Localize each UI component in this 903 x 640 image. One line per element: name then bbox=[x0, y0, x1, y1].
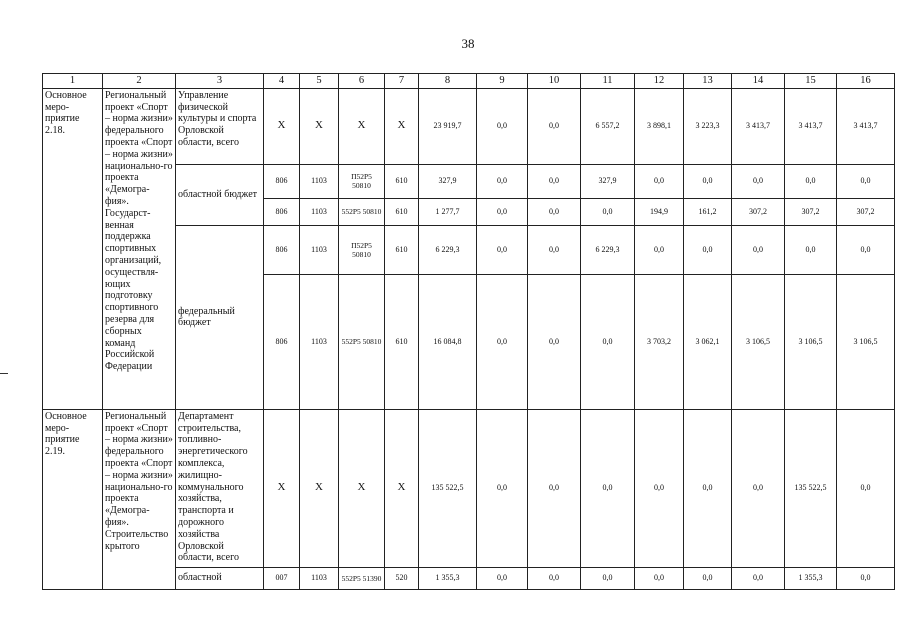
col-header: 7 bbox=[385, 74, 419, 89]
cell: 1 355,3 bbox=[419, 567, 477, 589]
cell: 0,0 bbox=[477, 409, 528, 567]
executor-cell: Управление физической культуры и спорта Орловской области, всего bbox=[176, 88, 264, 164]
cell: 1103 bbox=[300, 274, 339, 409]
cell: 0,0 bbox=[581, 409, 635, 567]
cell: 0,0 bbox=[581, 198, 635, 225]
cell: 6 229,3 bbox=[419, 225, 477, 274]
table-row bbox=[43, 409, 895, 567]
cell: 0,0 bbox=[528, 274, 581, 409]
budget-source-cell: областной бюджет bbox=[176, 164, 264, 225]
cell: 0,0 bbox=[528, 164, 581, 198]
cell: 1103 bbox=[300, 198, 339, 225]
cell: П52Р5 50810 bbox=[339, 164, 385, 198]
cell: 0,0 bbox=[837, 225, 895, 274]
cell: 0,0 bbox=[837, 409, 895, 567]
cell: 0,0 bbox=[581, 274, 635, 409]
cell: 0,0 bbox=[528, 225, 581, 274]
cell: 0,0 bbox=[837, 567, 895, 589]
budget-source-cell: федеральный бюджет bbox=[176, 225, 264, 409]
cell: 0,0 bbox=[732, 567, 785, 589]
cell: 1103 bbox=[300, 567, 339, 589]
cell: 0,0 bbox=[581, 567, 635, 589]
cell: 0,0 bbox=[684, 409, 732, 567]
cell: 6 557,2 bbox=[581, 88, 635, 164]
executor-cell: Департамент строительства, топливно-энергетического комплекса, жилищно-коммунального хозяйства, транспорта и дорожного хозяйства Орловской области, всего bbox=[176, 409, 264, 567]
cell: 0,0 bbox=[785, 164, 837, 198]
col-header: 5 bbox=[300, 74, 339, 89]
cell: 520 bbox=[385, 567, 419, 589]
cell: 3 413,7 bbox=[837, 88, 895, 164]
cell: Х bbox=[300, 409, 339, 567]
col-header: 14 bbox=[732, 74, 785, 89]
cell: 0,0 bbox=[528, 409, 581, 567]
cell: 0,0 bbox=[635, 164, 684, 198]
cell: 0,0 bbox=[732, 409, 785, 567]
activity-number: Основное меро-приятие 2.18. bbox=[43, 88, 103, 409]
cell: 806 bbox=[264, 274, 300, 409]
cell: 0,0 bbox=[528, 88, 581, 164]
cell: 3 413,7 bbox=[785, 88, 837, 164]
cell: 806 bbox=[264, 225, 300, 274]
budget-source-cell: областной bbox=[176, 567, 264, 589]
cell: 610 bbox=[385, 164, 419, 198]
cell: 3 106,5 bbox=[785, 274, 837, 409]
margin-mark bbox=[0, 373, 8, 374]
cell: 0,0 bbox=[684, 567, 732, 589]
cell: 552Р5 50810 bbox=[339, 198, 385, 225]
column-number-row bbox=[43, 74, 895, 89]
cell: 23 919,7 bbox=[419, 88, 477, 164]
cell: 307,2 bbox=[732, 198, 785, 225]
cell: 0,0 bbox=[635, 225, 684, 274]
cell: 007 bbox=[264, 567, 300, 589]
cell: 806 bbox=[264, 198, 300, 225]
col-header: 13 bbox=[684, 74, 732, 89]
cell: 0,0 bbox=[477, 274, 528, 409]
cell: 0,0 bbox=[684, 225, 732, 274]
cell: 0,0 bbox=[837, 164, 895, 198]
cell: 0,0 bbox=[684, 164, 732, 198]
cell: 16 084,8 bbox=[419, 274, 477, 409]
cell: 0,0 bbox=[477, 88, 528, 164]
cell: 3 106,5 bbox=[837, 274, 895, 409]
cell: 327,9 bbox=[419, 164, 477, 198]
col-header: 2 bbox=[103, 74, 176, 89]
cell: 610 bbox=[385, 225, 419, 274]
cell: 161,2 bbox=[684, 198, 732, 225]
project-description: Региональный проект «Спорт – норма жизни» федерального проекта «Спорт – норма жизни» национально-го проекта «Демогра-фия». Строительство крытого bbox=[103, 409, 176, 589]
page-number: 38 bbox=[461, 36, 475, 51]
cell: 610 bbox=[385, 198, 419, 225]
cell: 1103 bbox=[300, 164, 339, 198]
cell: 3 106,5 bbox=[732, 274, 785, 409]
cell: 0,0 bbox=[477, 567, 528, 589]
cell: 552Р5 51390 bbox=[339, 567, 385, 589]
col-header: 9 bbox=[477, 74, 528, 89]
project-description: Региональный проект «Спорт – норма жизни» федерального проекта «Спорт – норма жизни» национально-го проекта «Демогра-фия». Государст-венная поддержка спортивных организаций, осуществля-ющих подготовку спортивного резерва для сборных команд Российской Федерации bbox=[103, 88, 176, 409]
cell: 0,0 bbox=[635, 567, 684, 589]
col-header: 3 bbox=[176, 74, 264, 89]
cell: Х bbox=[339, 409, 385, 567]
col-header: 8 bbox=[419, 74, 477, 89]
activity-number: Основное меро-приятие 2.19. bbox=[43, 409, 103, 589]
col-header: 16 bbox=[837, 74, 895, 89]
cell: 3 223,3 bbox=[684, 88, 732, 164]
cell: 0,0 bbox=[635, 409, 684, 567]
cell: 194,9 bbox=[635, 198, 684, 225]
cell: 1103 bbox=[300, 225, 339, 274]
cell: Х bbox=[264, 88, 300, 164]
cell: 0,0 bbox=[732, 164, 785, 198]
budget-table bbox=[42, 73, 895, 590]
col-header: 15 bbox=[785, 74, 837, 89]
cell: 806 bbox=[264, 164, 300, 198]
cell: Х bbox=[385, 409, 419, 567]
cell: 3 703,2 bbox=[635, 274, 684, 409]
cell: 6 229,3 bbox=[581, 225, 635, 274]
col-header: 6 bbox=[339, 74, 385, 89]
col-header: 4 bbox=[264, 74, 300, 89]
cell: 552Р5 50810 bbox=[339, 274, 385, 409]
cell: П52Р5 50810 bbox=[339, 225, 385, 274]
col-header: 11 bbox=[581, 74, 635, 89]
cell: 0,0 bbox=[732, 225, 785, 274]
cell: 3 413,7 bbox=[732, 88, 785, 164]
table-row bbox=[43, 88, 895, 164]
cell: 135 522,5 bbox=[419, 409, 477, 567]
cell: 3 062,1 bbox=[684, 274, 732, 409]
cell: 1 355,3 bbox=[785, 567, 837, 589]
cell: 610 bbox=[385, 274, 419, 409]
cell: 1 277,7 bbox=[419, 198, 477, 225]
col-header: 10 bbox=[528, 74, 581, 89]
cell: 327,9 bbox=[581, 164, 635, 198]
cell: 307,2 bbox=[837, 198, 895, 225]
col-header: 1 bbox=[43, 74, 103, 89]
cell: 0,0 bbox=[528, 198, 581, 225]
cell: Х bbox=[385, 88, 419, 164]
cell: 0,0 bbox=[477, 164, 528, 198]
cell: 0,0 bbox=[528, 567, 581, 589]
col-header: 12 bbox=[635, 74, 684, 89]
cell: 3 898,1 bbox=[635, 88, 684, 164]
cell: 135 522,5 bbox=[785, 409, 837, 567]
cell: 0,0 bbox=[477, 198, 528, 225]
cell: 0,0 bbox=[785, 225, 837, 274]
cell: Х bbox=[264, 409, 300, 567]
cell: Х bbox=[339, 88, 385, 164]
cell: Х bbox=[300, 88, 339, 164]
cell: 307,2 bbox=[785, 198, 837, 225]
cell: 0,0 bbox=[477, 225, 528, 274]
